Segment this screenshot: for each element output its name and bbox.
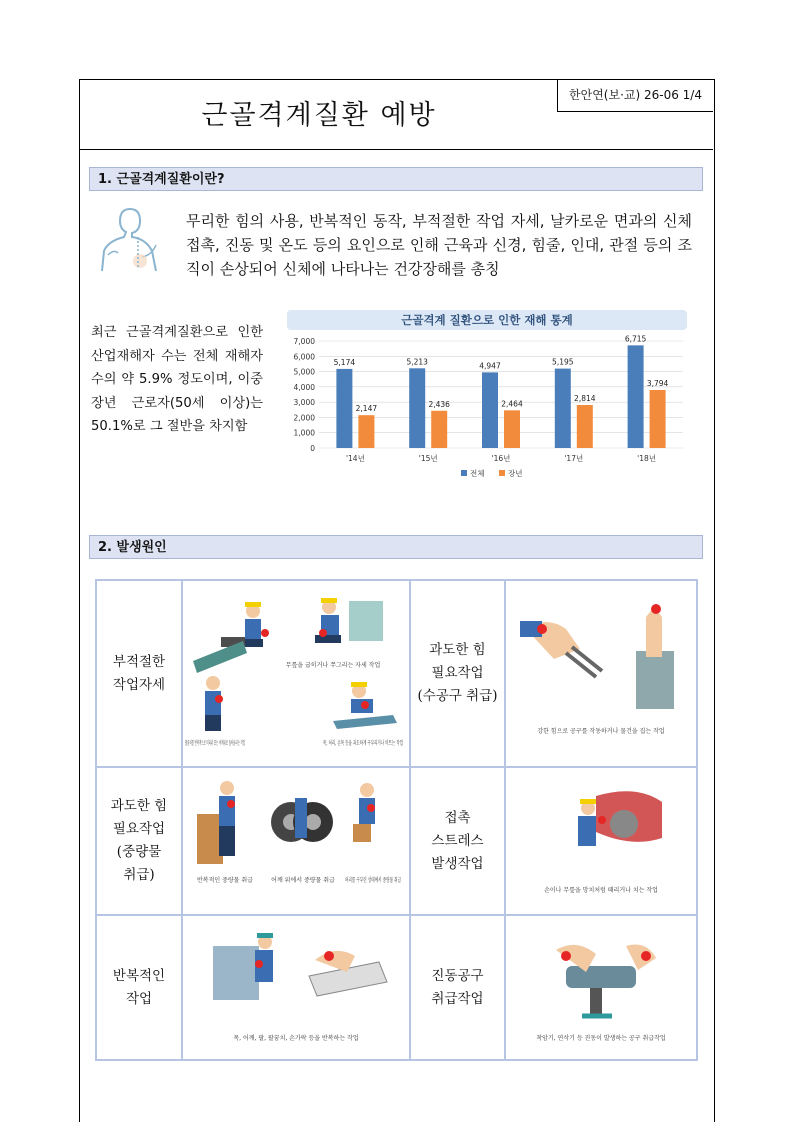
definition-text: 무리한 힘의 사용, 반복적인 동작, 부적절한 작업 자세, 날카로운 면과의 신체접촉, 진동 및 온도 등의 요인으로 인해 근육과 신경, 힘줄, 인대, 관절 등의 조직이 손상되어 신체에 나타나는 건강장해를 총칭 [186,212,692,278]
chart-y-tick-label: 2,000 [293,413,315,423]
chart-data-label: 2,464 [501,399,523,409]
cause-label-contact-stress: 접촉 스트레스 발생작업 [411,768,504,914]
section-1-heading: 1. 근골격계질환이란? [89,167,703,191]
chart-data-label: 2,814 [574,393,596,403]
cause-illustration-repetitive [183,916,409,1059]
caption-bending: 목, 허리, 손목 등을 과도하게 구부리거나 비트는 작업 [323,740,462,747]
caption-bent-load: 허리를 구부린 상태에서 중량물 취급 [345,877,440,884]
chart-x-tick-label: '17년 [564,454,584,463]
chart-data-label: 5,195 [552,357,574,367]
chart-legend-label: 장년 [508,469,523,478]
cause-illustration-vibration [506,916,696,1059]
worker-lifting-box-icon [353,783,375,842]
chart-x-tick-label: '15년 [418,454,438,463]
chart-data-label: 2,147 [355,404,378,414]
worker-kneeling-icon [221,602,263,647]
disease-statistics-chart [283,308,691,492]
caption-overhead-load: 어깨 위에서 중량물 취급 [271,877,335,884]
document-title: 근골격계질환 예방 [201,100,437,131]
worker-at-panel-icon [213,933,273,1000]
chart-x-tick-label: '16년 [491,454,511,463]
document-number: 한안연(보·교) 26-06 1/4 [557,79,713,112]
chart-x-tick-label: '14년 [345,454,365,463]
cause-illustration-hand-tool [506,581,696,766]
cause-illustration-contact-stress [506,768,696,914]
chart-bar-senior [358,415,374,448]
cause-label-vibration: 진동공구 취급작업 [411,916,504,1059]
chart-legend-swatch [461,470,467,476]
title-row [79,79,713,150]
causes-table [95,579,698,1061]
chart-bar-senior [504,410,520,448]
typing-hands-icon [309,951,387,996]
chart-y-tick-label: 5,000 [293,367,315,377]
chart-bar-total [336,369,352,448]
caption-repetitive-load: 반복적인 중량물 취급 [197,877,253,884]
chart-y-tick-label: 6,000 [293,352,315,362]
statistic-text: 최근 근골격계질환으로 인한 산업재해자 수는 전체 재해자 수의 약 5.9% 정도이며, 이중 장년 근로자(50세 이상)는 50.1%로 그 절반을 차지함 [91,325,263,434]
chart-legend-swatch [499,470,505,476]
chart-bar-total [628,345,644,448]
cause-illustration-heavy-load [183,768,440,914]
chart-data-label: 6,715 [624,334,647,344]
chart-title: 근골격계 질환으로 인한 재해 통계 [401,313,573,327]
chart-y-tick-label: 3,000 [293,398,315,408]
section-2-heading: 2. 발생원인 [89,535,703,559]
cause-label-heavy-load: 과도한 힘 필요작업 (중량물 취급) [97,768,181,914]
chart-bar-total [555,369,571,448]
chart-data-label: 5,174 [333,357,356,367]
chart-data-label: 2,436 [428,399,450,409]
cause-label-posture: 부적절한 작업자세 [97,581,181,766]
chart-bar-senior [577,405,593,448]
worker-overhead-icon [193,641,247,731]
chart-data-label: 3,794 [646,379,669,389]
human-spine-icon [100,205,166,273]
cause-label-repetitive: 반복적인 작업 [97,916,181,1059]
worker-carrying-icon [197,781,235,864]
chart-y-tick-label: 4,000 [293,382,315,392]
chart-y-tick-label: 7,000 [293,337,315,346]
caption-contact-stress: 손이나 무릎을 망치처럼 때리거나 치는 작업 [544,887,658,894]
chart-x-tick-label: '18년 [637,454,657,463]
chart-data-label: 5,213 [406,357,428,367]
caption-hand-tool: 강한 힘으로 공구를 작동하거나 물건을 집는 작업 [537,728,665,735]
tire-stack-icon [271,798,333,842]
caption-kneeling: 무릎을 굽히거나 쭈그리는 자세 작업 [285,662,381,669]
chart-legend-label: 전체 [470,469,485,478]
chart-bar-total [409,368,425,448]
chart-bar-senior [431,411,447,448]
caption-overhead: 팔꿈치를 반복적으로 머리위 또는 어깨위로 들어올리는 작업 [185,740,342,747]
vibration-tool-icon [556,945,656,1017]
chart-y-tick-label: 0 [310,444,315,453]
caption-vibration: 착암기, 연삭기 등 진동이 발생하는 공구 취급작업 [536,1035,666,1042]
chart-data-label: 4,947 [479,361,501,371]
worker-hitting-icon [578,791,662,846]
chart-bar-senior [650,390,666,448]
box-pulling-icon [636,604,674,709]
caption-repetitive: 목, 어깨, 팔, 팔꿈치, 손가락 등을 반복하는 작업 [233,1035,359,1042]
chart-bar-total [482,372,498,448]
gripping-hand-icon [520,621,602,677]
cause-label-hand-tool: 과도한 힘 필요작업 (수공구 취급) [411,581,504,766]
chart-y-tick-label: 1,000 [293,428,315,438]
